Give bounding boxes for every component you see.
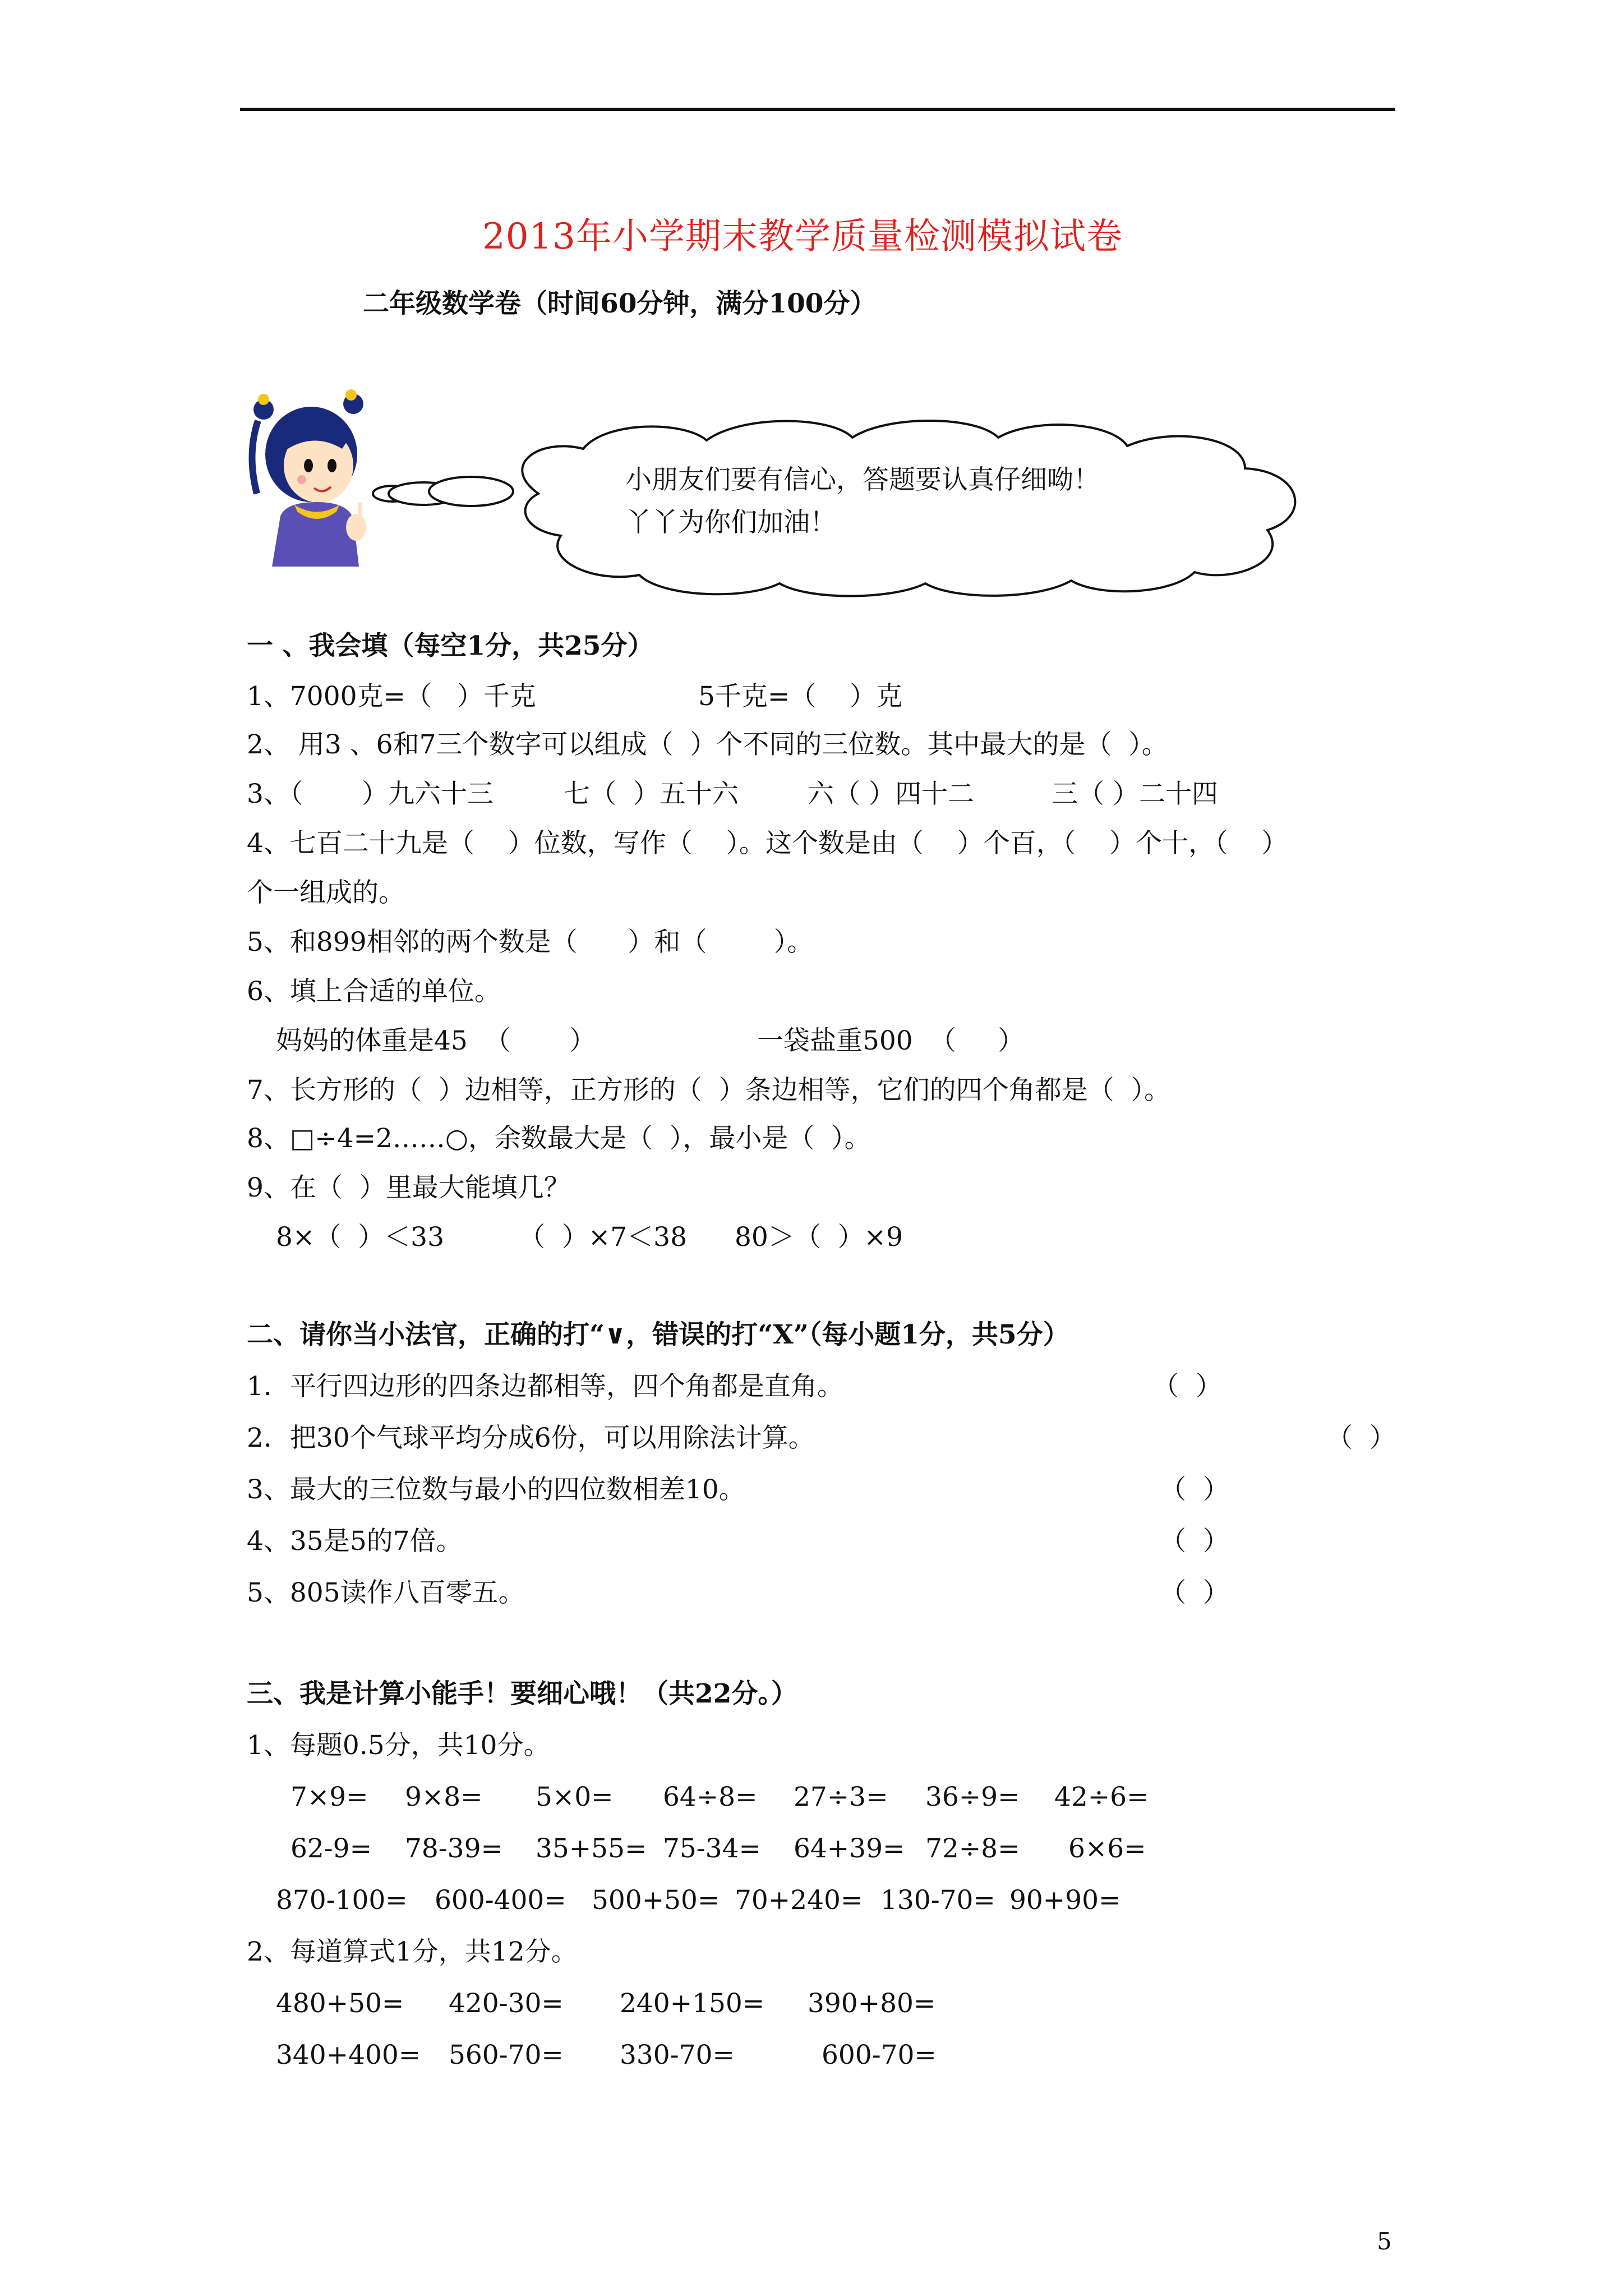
calc-problem: 27÷3= [794, 1782, 888, 1812]
calc-problem: 35+55= [536, 1833, 647, 1864]
page-subtitle: 二年级数学卷（时间60分钟，满分100分） [363, 288, 877, 319]
calc-problem: 64÷8= [663, 1782, 758, 1812]
section1-heading: 一 、我会填（每空1分，共25分） [247, 631, 654, 661]
question-9b: （ ）×7＜38 [519, 1222, 687, 1253]
calc-problem: 7×9= [291, 1782, 368, 1812]
header-rule [240, 108, 1395, 111]
calc-problem: 500+50= [592, 1885, 720, 1916]
calc-problem: 480+50= [276, 1988, 404, 2019]
calc-problem: 70+240= [735, 1885, 863, 1916]
calc-problem: 72÷8= [925, 1833, 1020, 1864]
judge-item-text: 1．平行四边形的四条边都相等，四个角都是直角。 [247, 1371, 843, 1402]
judge-item-text: 5、805读作八百零五。 [247, 1577, 525, 1608]
question-7: 7、长方形的（ ）边相等，正方形的（ ）条边相等，它们的四个角都是（ ）。 [247, 1075, 1171, 1106]
bubble-line-1: 小朋友们要有信心，答题要认真仔细呦！ [625, 464, 1100, 495]
calc-problem: 75-34= [663, 1833, 761, 1864]
question-9a: 8×（ ）＜33 [276, 1222, 444, 1253]
calc-problem: 600-400= [435, 1885, 566, 1916]
calc-problem: 64+39= [794, 1833, 905, 1864]
question-3d: 三（ ）二十四 [1052, 779, 1218, 809]
calc-problem: 420-30= [449, 1988, 564, 2019]
speech-cloud [370, 415, 1346, 600]
calc-problem: 390+80= [808, 1988, 936, 2019]
question-8: 8、□÷4=2……○，余数最大是（ ），最小是（ ）。 [247, 1123, 871, 1154]
calc-problem: 870-100= [276, 1885, 408, 1916]
question-3a: 3、（ ）九六十三 [247, 779, 494, 809]
calc-part-2: 2、每道算式1分，共12分。 [247, 1936, 578, 1967]
calc-problem: 5×0= [536, 1782, 614, 1812]
question-5: 5、和899相邻的两个数是（ ）和（ ）。 [247, 927, 814, 958]
question-1b: 5千克=（ ）克 [698, 681, 903, 712]
section3-heading: 三、我是计算小能手！要细心哦！（共22分。） [247, 1678, 797, 1709]
judge-item-blank[interactable]: （ ） [1152, 1371, 1222, 1402]
question-1a: 1、7000克=（ ）千克 [247, 681, 536, 712]
calc-problem: 330-70= [620, 2040, 735, 2070]
calc-problem: 340+400= [276, 2040, 421, 2070]
calc-problem: 36÷9= [925, 1782, 1020, 1812]
calc-problem: 130-70= [880, 1885, 995, 1916]
page-title: 2013年小学期末教学质量检测模拟试卷 [482, 216, 1123, 257]
calc-problem: 78-39= [405, 1833, 503, 1864]
question-4: 4、七百二十九是（ ）位数，写作（ ）。这个数是由（ ）个百，（ ）个十，（ ） [247, 828, 1288, 859]
page-number: 5 [1377, 2228, 1392, 2255]
question-6: 6、填上合适的单位。 [247, 976, 501, 1007]
question-6a: 妈妈的体重是45 （ ） [276, 1025, 596, 1056]
question-4-cont: 个一组成的。 [247, 877, 405, 908]
calc-problem: 600-70= [822, 2040, 937, 2070]
judge-item-text: 4、35是5的7倍。 [247, 1526, 463, 1557]
question-3c: 六（ ）四十二 [808, 779, 974, 809]
judge-item-blank[interactable]: （ ） [1160, 1526, 1229, 1557]
question-3b: 七（ ）五十六 [564, 779, 739, 809]
calc-problem: 90+90= [1009, 1885, 1121, 1916]
cartoon-girl-icon [241, 387, 376, 567]
calc-part-1: 1、每题0.5分，共10分。 [247, 1730, 550, 1761]
question-9c: 80＞（ ）×9 [735, 1222, 903, 1253]
judge-item-blank[interactable]: （ ） [1160, 1577, 1229, 1608]
bubble-line-2: 丫丫为你们加油！ [625, 507, 836, 538]
question-6b: 一袋盐重500 （ ） [757, 1025, 1025, 1056]
calc-problem: 62-9= [291, 1833, 372, 1864]
calc-problem: 6×6= [1068, 1833, 1146, 1864]
question-2: 2、 用3 、6和7三个数字可以组成（ ）个不同的三位数。其中最大的是（ ）。 [247, 729, 1168, 760]
calc-problem: 240+150= [620, 1988, 765, 2019]
judge-item-text: 2．把30个气球平均分成6份，可以用除法计算。 [247, 1423, 815, 1453]
calc-problem: 42÷6= [1054, 1782, 1149, 1812]
question-9: 9、在（ ）里最大能填几？ [247, 1172, 570, 1203]
calc-problem: 9×8= [405, 1782, 483, 1812]
judge-item-text: 3、最大的三位数与最小的四位数相差10。 [247, 1474, 745, 1505]
section2-heading: 二、请你当小法官，正确的打“∨，错误的打“X”（每小题1分，共5分） [247, 1319, 1069, 1350]
judge-item-blank[interactable]: （ ） [1326, 1423, 1396, 1453]
judge-item-blank[interactable]: （ ） [1160, 1474, 1229, 1505]
calc-problem: 560-70= [449, 2040, 564, 2070]
